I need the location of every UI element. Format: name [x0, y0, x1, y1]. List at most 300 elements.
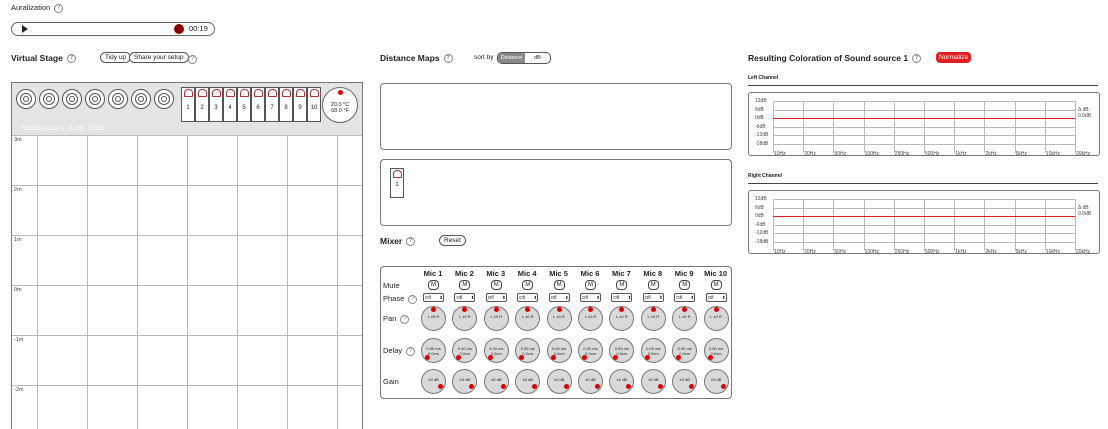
temperature-indicator — [338, 90, 343, 95]
freq-label: 100Hz — [864, 150, 880, 157]
help-icon[interactable]: ? — [400, 315, 409, 324]
transport-bar[interactable] — [11, 22, 215, 36]
grid-line — [864, 199, 865, 251]
mute-button[interactable]: M — [616, 280, 627, 290]
grid-line — [1075, 199, 1076, 251]
microphone-icon — [268, 89, 277, 97]
freq-label: 20kHz — [1076, 248, 1091, 255]
microphone-icon — [226, 89, 235, 97]
gain-value: ±0 dB — [522, 377, 533, 382]
delay-knob[interactable] — [704, 338, 729, 363]
pan-value: L ±0 R — [553, 314, 565, 319]
auralization-label: Auralization — [11, 3, 51, 12]
freq-label: 10Hz — [774, 248, 786, 255]
virtual-stage-title — [11, 53, 76, 63]
db-label: -6dB — [755, 221, 766, 228]
grid-line — [773, 199, 774, 251]
chevron-updown-icon: ⬍ — [470, 295, 475, 300]
freq-label: 500Hz — [925, 150, 940, 157]
delay-value: 0.00 ms 0.0cm — [489, 346, 504, 356]
grid-line — [1075, 101, 1076, 153]
level-map-panel — [380, 159, 732, 226]
db-label: -18dB — [755, 141, 769, 147]
chevron-updown-icon: ⬍ — [596, 295, 600, 300]
phase-select[interactable] — [454, 293, 475, 302]
gain-value: ±0 dB — [553, 377, 565, 382]
sort-db-option[interactable]: dB — [534, 55, 541, 61]
grid-line — [773, 101, 774, 153]
auralization-title — [11, 3, 63, 13]
gain-knob[interactable] — [452, 369, 477, 394]
delay-indicator — [708, 355, 713, 360]
mute-button[interactable]: M — [679, 280, 690, 290]
pan-value: L ±0 R — [616, 314, 628, 319]
left-channel-label: Left Channel — [748, 75, 779, 81]
grid-line — [864, 101, 865, 153]
phase-value: Off — [676, 295, 683, 300]
db-label: -18dB — [755, 239, 769, 245]
gain-knob[interactable] — [578, 369, 603, 394]
pan-knob[interactable] — [484, 306, 509, 331]
y-axis-label: 2m — [14, 187, 22, 193]
freq-label: 5kHz — [1015, 150, 1027, 157]
sort-distance-option[interactable]: Distance — [498, 53, 525, 63]
delay-knob[interactable] — [421, 338, 446, 363]
channel-header: Mic 7 — [612, 269, 631, 278]
db-label: -12dB — [755, 230, 769, 237]
pan-value: L ±0 R — [459, 314, 471, 319]
coloration-label: Resulting Coloration of Sound source 1 — [748, 53, 909, 63]
help-icon[interactable]: ? — [912, 54, 921, 63]
mic-label: 4 — [228, 105, 232, 111]
freq-label: 2kHz — [985, 150, 997, 157]
mute-button[interactable]: M — [585, 280, 596, 290]
chevron-updown-icon: ⬍ — [627, 295, 632, 300]
freq-label: 250Hz — [894, 150, 910, 157]
gain-indicator — [721, 384, 726, 389]
chevron-updown-icon: ⬍ — [502, 295, 506, 300]
channel-header: Mic 5 — [549, 269, 568, 278]
mute-button[interactable]: M — [648, 280, 659, 290]
play-icon[interactable] — [22, 25, 28, 33]
mic-label: 5 — [242, 105, 246, 111]
gain-knob[interactable] — [641, 369, 666, 394]
freq-label: 5kHz — [1015, 248, 1027, 255]
left-eq-chart — [748, 92, 1100, 156]
distance-maps-label: Distance Maps — [380, 53, 440, 63]
pan-indicator — [714, 307, 719, 312]
grid-line — [924, 199, 925, 251]
gain-value: ±0 dB — [459, 377, 471, 382]
speaker-icon[interactable] — [131, 89, 151, 109]
freq-label: 1kHz — [955, 248, 967, 255]
stage-toolbar — [12, 83, 362, 135]
right-channel-label: Right Channel — [748, 173, 782, 179]
help-icon[interactable]: ? — [408, 295, 417, 304]
microphone-icon — [240, 89, 249, 97]
mute-button[interactable]: M — [554, 280, 565, 290]
pan-value: L ±0 R — [521, 314, 534, 319]
channel-header: Mic 9 — [674, 269, 694, 278]
gain-knob[interactable] — [704, 369, 729, 394]
grid-line — [924, 101, 925, 153]
pan-knob[interactable] — [421, 306, 446, 331]
gain-indicator — [438, 384, 443, 389]
mic-4[interactable] — [223, 87, 237, 122]
mic-label: 10 — [310, 105, 318, 111]
phase-select[interactable] — [423, 293, 444, 302]
freq-label: 50Hz — [834, 248, 847, 255]
delay-value: 0.00 ms 0.0cm — [677, 346, 692, 356]
mic-label: 6 — [256, 105, 260, 111]
pan-label: Pan — [383, 314, 397, 323]
speaker-icon[interactable] — [39, 89, 59, 109]
chevron-updown-icon: ⬍ — [721, 295, 726, 300]
chevron-updown-icon: ⬍ — [690, 295, 695, 300]
freq-label: 50Hz — [834, 150, 847, 157]
mic-label: 3 — [214, 105, 218, 111]
coloration-title — [748, 53, 921, 63]
chevron-updown-icon: ⬍ — [439, 295, 443, 300]
pan-knob[interactable] — [704, 306, 729, 331]
y-axis-label: 1m — [14, 237, 22, 243]
grid-line — [984, 101, 985, 153]
delay-knob[interactable] — [672, 338, 697, 363]
pan-value: L ±0 R — [678, 314, 691, 319]
row-label-phase — [383, 294, 417, 304]
time-display: 00:19 — [189, 24, 208, 33]
phase-select[interactable] — [643, 293, 664, 302]
freq-label: 100Hz — [864, 248, 880, 255]
gain-value: ±0 dB — [616, 377, 628, 382]
delay-indicator — [551, 355, 556, 360]
delay-value: 0.00 ms 0.0cm — [551, 346, 567, 356]
pan-knob[interactable] — [515, 306, 540, 331]
sort-toggle[interactable] — [497, 52, 551, 64]
gain-value: ±0 dB — [491, 377, 502, 382]
gain-knob[interactable] — [609, 369, 634, 394]
distance-maps-title — [380, 53, 453, 63]
help-icon[interactable]: ? — [188, 55, 197, 64]
grid-line — [833, 199, 834, 251]
delay-indicator — [519, 355, 524, 360]
channel-header: Mic 10 — [704, 269, 728, 278]
speaker-icon[interactable] — [108, 89, 128, 109]
right-eq-chart — [748, 190, 1100, 254]
delta-value: 0.0dB — [1078, 113, 1092, 119]
y-axis-label: -2m — [14, 387, 24, 393]
phase-select[interactable] — [549, 293, 570, 302]
phase-select[interactable] — [611, 293, 632, 302]
grid-line — [894, 101, 895, 153]
temperature-dial[interactable] — [322, 87, 358, 123]
mic-7[interactable] — [265, 87, 279, 122]
microphone-icon — [254, 89, 263, 97]
chevron-updown-icon: ⬍ — [533, 295, 538, 300]
gain-value: ±0 dB — [648, 377, 659, 382]
gain-indicator — [626, 384, 631, 389]
freq-label: 20Hz — [804, 248, 816, 255]
delay-knob[interactable] — [515, 338, 540, 363]
db-label: -12dB — [755, 132, 769, 139]
help-icon[interactable]: ? — [444, 54, 453, 63]
mute-button[interactable]: M — [428, 280, 439, 290]
gain-value: ±0 dB — [679, 377, 690, 382]
delay-label: Delay — [383, 346, 403, 355]
phase-value: Off — [644, 295, 651, 300]
microphone-icon — [198, 89, 207, 97]
speaker-icon[interactable] — [85, 89, 105, 109]
gain-indicator — [658, 384, 663, 389]
virtual-stage[interactable] — [11, 82, 363, 429]
delta-label: Δ dB: — [1078, 205, 1090, 211]
divider — [748, 183, 1098, 184]
delay-indicator — [645, 355, 650, 360]
phase-value: Off — [707, 295, 714, 300]
microphone-icon — [393, 170, 402, 178]
mic-label: 8 — [284, 105, 288, 111]
freq-label: 10Hz — [774, 150, 786, 157]
delay-knob[interactable] — [609, 338, 634, 363]
db-label: 6dB — [755, 106, 764, 113]
y-axis-label: 3m — [14, 137, 22, 143]
mic-3[interactable] — [209, 87, 223, 122]
mixer-label: Mixer — [380, 236, 403, 246]
db-label: 0dB — [755, 115, 764, 122]
pan-indicator — [651, 307, 656, 312]
delay-value: 0.00 ms 0.0cm — [708, 346, 724, 356]
help-icon[interactable]: ? — [406, 347, 415, 356]
pan-indicator — [682, 307, 687, 312]
grid-line — [1045, 101, 1046, 153]
delta-label: Δ dB: — [1078, 107, 1090, 113]
sort-by-label: sort by — [474, 54, 494, 61]
gain-indicator — [689, 384, 694, 389]
y-axis-label: 0m — [14, 287, 22, 293]
pan-knob[interactable] — [672, 306, 697, 331]
channel-header: Mic 1 — [423, 269, 443, 278]
pan-knob[interactable] — [547, 306, 572, 331]
gain-knob[interactable] — [421, 369, 446, 394]
speaker-icon[interactable] — [154, 89, 174, 109]
mic-label: 1 — [395, 182, 399, 188]
phase-value: Off — [582, 295, 588, 300]
channel-header: Mic 8 — [643, 269, 663, 278]
pan-value: L ±0 R — [710, 314, 722, 319]
normalize-button[interactable]: Normalize — [936, 52, 971, 63]
freq-label: 20Hz — [804, 150, 816, 157]
freq-label: 20kHz — [1076, 150, 1091, 157]
grid-line — [1015, 199, 1016, 251]
mic-label: 9 — [298, 105, 302, 111]
freq-label: 1kHz — [955, 150, 967, 157]
mic-label: 2 — [200, 105, 204, 111]
mic-5[interactable] — [237, 87, 251, 122]
delay-value: 0.00 ms 0.0cm — [426, 346, 441, 356]
map-mic-1[interactable] — [390, 168, 404, 198]
mic-8[interactable] — [279, 87, 293, 122]
gain-value: ±0 dB — [710, 377, 722, 382]
db-label: -6dB — [755, 123, 766, 130]
chevron-updown-icon: ⬍ — [659, 295, 663, 300]
channel-header: Mic 6 — [580, 269, 600, 278]
pan-indicator — [588, 307, 593, 312]
gain-knob[interactable] — [515, 369, 540, 394]
mic-1[interactable] — [181, 87, 195, 122]
pan-value: L ±0 R — [584, 314, 597, 319]
phase-value: Off — [425, 295, 431, 300]
delay-knob[interactable] — [641, 338, 666, 363]
freq-label: 10kHz — [1045, 150, 1060, 157]
mic-2[interactable] — [195, 87, 209, 122]
phase-value: Off — [487, 295, 494, 300]
phase-select[interactable] — [580, 293, 601, 302]
mute-button[interactable]: M — [711, 280, 722, 290]
grid-line — [803, 199, 804, 251]
mute-button[interactable]: M — [459, 280, 470, 290]
help-icon[interactable]: ? — [67, 54, 76, 63]
phase-value: Off — [550, 295, 557, 300]
phase-value: Off — [456, 295, 463, 300]
db-label: 12dB — [755, 98, 767, 104]
mic-label: 7 — [270, 105, 274, 111]
phase-select[interactable] — [706, 293, 727, 302]
channel-header: Mic 2 — [455, 269, 474, 278]
mic-label: 1 — [186, 105, 190, 111]
pan-knob[interactable] — [641, 306, 666, 331]
pan-indicator — [494, 307, 499, 312]
pan-knob[interactable] — [609, 306, 634, 331]
chevron-updown-icon: ⬍ — [564, 295, 569, 300]
grid-line — [954, 101, 955, 153]
phase-select[interactable] — [674, 293, 695, 302]
delay-indicator — [676, 355, 681, 360]
db-label: 12dB — [755, 196, 767, 202]
pan-indicator — [619, 307, 624, 312]
gain-indicator — [469, 384, 474, 389]
speaker-icon[interactable] — [16, 89, 36, 109]
freq-label: 2kHz — [985, 248, 997, 255]
phase-select[interactable] — [486, 293, 507, 302]
phase-select[interactable] — [517, 293, 538, 302]
gain-value: ±0 dB — [585, 377, 596, 382]
y-axis-label: -1m — [14, 337, 24, 343]
freq-label: 10kHz — [1045, 248, 1060, 255]
pan-indicator — [557, 307, 562, 312]
channel-header: Mic 3 — [486, 269, 506, 278]
grid-line — [1015, 101, 1016, 153]
delay-value: 0.00 ms 0.0cm — [583, 346, 598, 356]
delay-indicator — [613, 355, 618, 360]
gain-indicator — [532, 384, 537, 389]
pan-value: L ±0 R — [490, 314, 503, 319]
gain-value: ±0 dB — [428, 377, 439, 382]
delay-knob[interactable] — [547, 338, 572, 363]
response-curve — [773, 118, 1075, 119]
pan-indicator — [525, 307, 530, 312]
temp-celsius: 20.0 °C — [330, 102, 350, 108]
reset-button[interactable]: Reset — [439, 235, 466, 246]
phase-value: Off — [613, 295, 620, 300]
grid-line — [894, 199, 895, 251]
grid-line — [833, 101, 834, 153]
delta-value: 0.0dB — [1078, 211, 1092, 217]
stage-grid[interactable] — [12, 135, 362, 429]
speaker-icon[interactable] — [62, 89, 82, 109]
record-icon[interactable] — [174, 24, 184, 34]
delay-knob[interactable] — [452, 338, 477, 363]
phase-value: Off — [519, 295, 526, 300]
share-setup-button[interactable]: Share your setup — [129, 52, 189, 63]
gain-indicator — [501, 384, 506, 389]
db-label: 0dB — [755, 213, 764, 220]
delay-value: 0.00 ms 0.0cm — [457, 346, 472, 356]
pan-value: L ±0 R — [427, 314, 440, 319]
row-label-delay — [383, 346, 415, 356]
delay-value: 0.00 ms 0.0cm — [520, 346, 535, 356]
temp-fahrenheit: 68.0 °F — [331, 108, 349, 114]
mic-9[interactable] — [293, 87, 307, 122]
grid-line — [803, 101, 804, 153]
virtual-stage-label: Virtual Stage — [11, 53, 63, 63]
microphone-icon — [310, 89, 319, 97]
db-label: 6dB — [755, 204, 764, 211]
distance-map-panel — [380, 83, 732, 150]
pan-indicator — [462, 307, 467, 312]
delay-knob[interactable] — [484, 338, 509, 363]
source-label: Sound source 1 · 3.2m · 279cm — [22, 126, 107, 132]
gain-knob[interactable] — [672, 369, 697, 394]
gain-knob[interactable] — [547, 369, 572, 394]
phase-label: Phase — [383, 294, 405, 303]
help-icon[interactable]: ? — [54, 4, 63, 13]
pan-indicator — [431, 307, 436, 312]
row-label-gain: Gain — [383, 377, 399, 386]
pan-knob[interactable] — [452, 306, 477, 331]
mic-6[interactable] — [251, 87, 265, 122]
microphone-icon — [296, 89, 305, 97]
divider — [748, 85, 1098, 86]
mute-button[interactable]: M — [491, 280, 502, 290]
temperature-readout — [323, 102, 357, 114]
delay-value: 0.00 ms 0.0cm — [614, 346, 629, 356]
mixer-title — [380, 236, 415, 246]
channel-header: Mic 4 — [517, 269, 537, 278]
freq-label: 250Hz — [894, 248, 910, 255]
gain-indicator — [564, 384, 569, 389]
grid-line — [1045, 199, 1046, 251]
row-label-pan — [383, 314, 409, 324]
mic-10[interactable] — [307, 87, 321, 122]
pan-knob[interactable] — [578, 306, 603, 331]
microphone-icon — [212, 89, 221, 97]
delay-indicator — [425, 355, 430, 360]
microphone-icon — [282, 89, 291, 97]
delay-value: 0.00 ms 0.0cm — [646, 346, 661, 356]
freq-label: 500Hz — [925, 248, 940, 255]
grid-line — [954, 199, 955, 251]
mute-button[interactable]: M — [522, 280, 533, 290]
gain-knob[interactable] — [484, 369, 509, 394]
help-icon[interactable]: ? — [406, 237, 415, 246]
mixer-panel — [380, 266, 732, 399]
delay-indicator — [456, 355, 461, 360]
gain-indicator — [595, 384, 600, 389]
delay-indicator — [582, 355, 587, 360]
delay-knob[interactable] — [578, 338, 603, 363]
tidy-up-button[interactable]: Tidy up — [100, 52, 131, 63]
pan-value: L ±0 R — [647, 314, 660, 319]
